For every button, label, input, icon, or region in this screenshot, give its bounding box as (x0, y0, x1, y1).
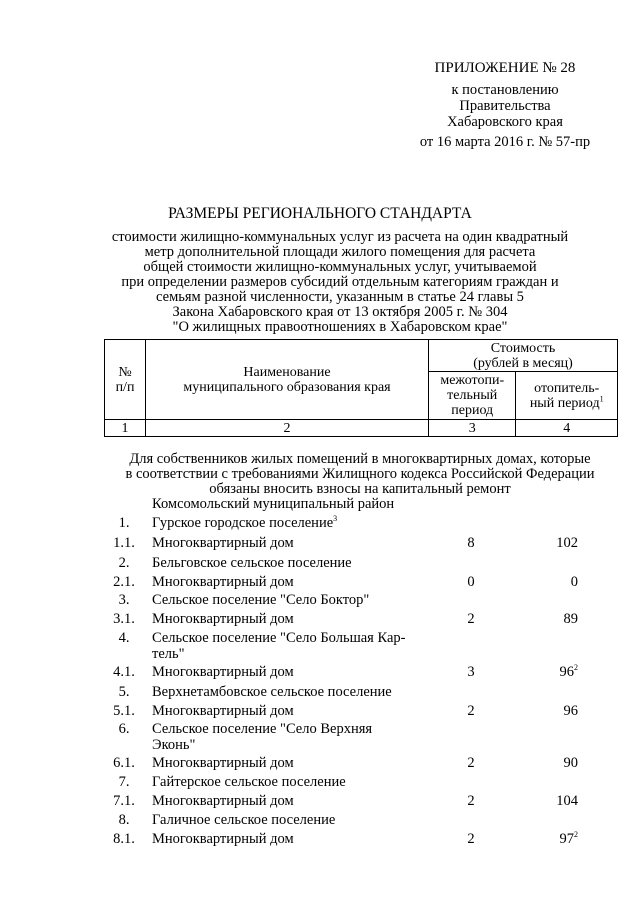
district-name: Комсомольский муниципальный район (152, 496, 395, 512)
appendix-number: ПРИЛОЖЕНИЕ № 28 (434, 60, 576, 76)
header-cost: Стоимость (рублей в месяц) (429, 340, 618, 372)
subtitle-line: общей стоимости жилищно-коммунальных услуг, учитываемой (143, 259, 537, 275)
subtitle-line: "О жилищных правоотношениях в Хабаровском крае" (172, 319, 508, 335)
subtitle-line: метр дополнительной площади жилого помещения для расчета (144, 244, 536, 260)
subtitle-line: Закона Хабаровского края от 13 октября 2005 г. № 304 (172, 304, 508, 320)
appendix-line: Правительства (459, 98, 551, 114)
section-heading: Для собственников жилых помещений в многоквартирных домах, которые в соответствии с требованиями Жилищного кодекса Российской Федерации обязаны вносить взносы на капитальный ремонт (125, 451, 595, 497)
col-index: 1 (105, 420, 146, 437)
header-heat-period: отопитель- ный период$^1$ (516, 372, 618, 420)
document-title: РАЗМЕРЫ РЕГИОНАЛЬНОГО СТАНДАРТА (168, 205, 472, 222)
subtitle-line: при определении размеров субсидий отдельным категориям граждан и (121, 274, 559, 290)
footnote-mark: 1 (599, 393, 604, 403)
col-index: 2 (146, 420, 429, 437)
col-index: 4 (516, 420, 618, 437)
header-name: Наименование муниципального образования края (146, 340, 429, 420)
appendix-line: Хабаровского края (447, 114, 563, 130)
header-inter-period: межотопи- тельный период (429, 372, 516, 420)
appendix-line: к постановлению (451, 82, 559, 98)
table-header (104, 339, 618, 437)
subtitle-line: стоимости жилищно-коммунальных услуг из расчета на один квадратный (111, 229, 569, 245)
appendix-date: от 16 марта 2016 г. № 57-пр (419, 134, 591, 150)
document-subtitle (60, 230, 620, 335)
subtitle-line: семьям разной численности, указанным в статье 24 главы 5 (156, 289, 524, 305)
col-index: 3 (429, 420, 516, 437)
appendix-header (385, 60, 625, 150)
header-num: № п/п (105, 340, 146, 420)
